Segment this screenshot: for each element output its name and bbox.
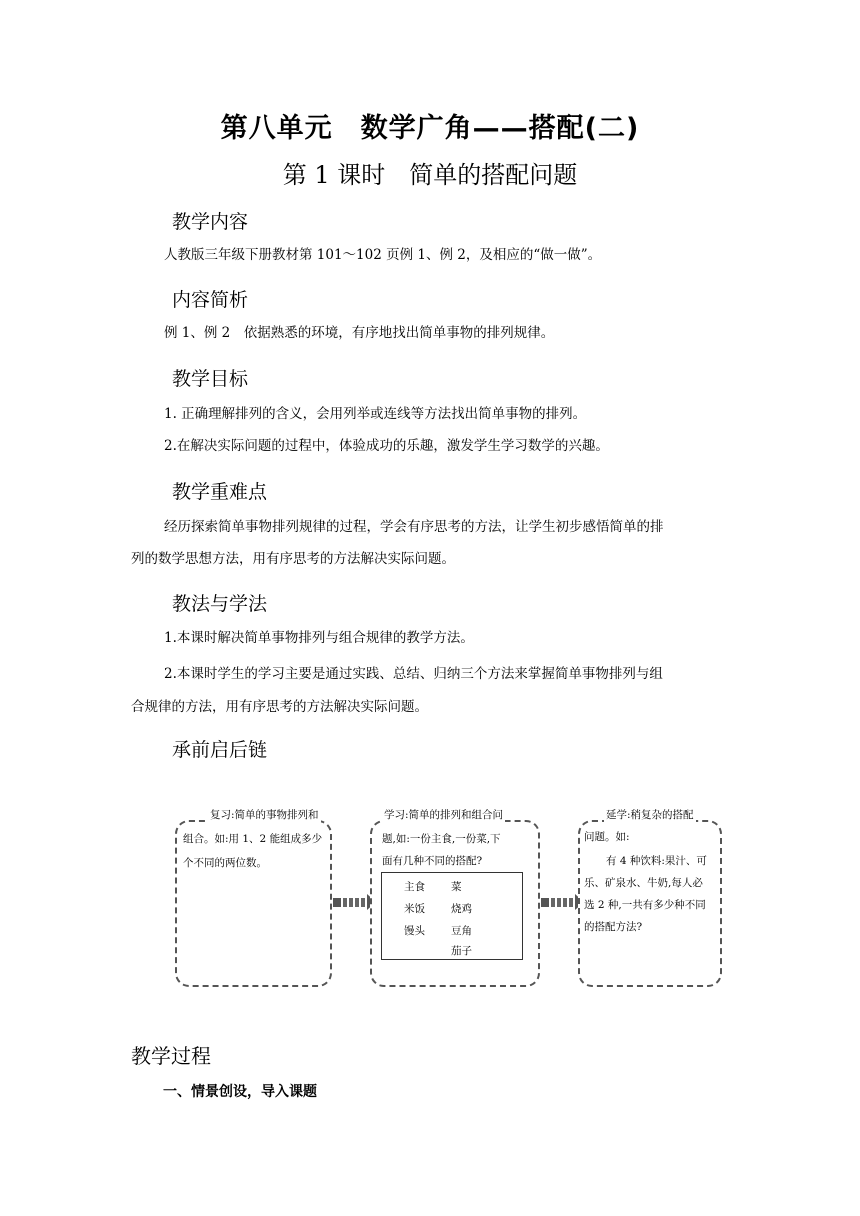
review-line-2: 组合。如:用 1、2 能组成多少 — [183, 833, 323, 845]
learn-line-1: 学习:简单的排列和组合问 — [382, 805, 505, 825]
key-line-1: 经历探索简单事物排列规律的过程，学会有序思考的方法，让学生初步感悟简单的排 — [164, 519, 664, 535]
extend-line-3: 有 4 种饮料:果汁、可 — [606, 855, 707, 867]
table-header-dish: 菜 — [451, 881, 462, 893]
heading-links: 承前启后链 — [172, 739, 268, 761]
heading-process: 教学过程 — [131, 1044, 211, 1068]
content-text: 人教版三年级下册教材第 101～102 页例 1、例 2，及相应的“做一做”。 — [164, 247, 602, 263]
learn-line-3: 面有几种不同的搭配? — [382, 855, 483, 867]
extend-line-5: 选 2 种,一共有多少种不同 — [584, 899, 706, 911]
analysis-text: 例 1、例 2 依据熟悉的环境，有序地找出简单事物的排列规律。 — [164, 325, 555, 341]
extend-line-1: 延学:稍复杂的搭配 — [604, 805, 696, 825]
review-line-3: 个不同的两位数。 — [183, 857, 267, 869]
goal-item-1: 1. 正确理解排列的含义，会用列举或连线等方法找出简单事物的排列。 — [164, 406, 587, 422]
table-header-staple: 主食 — [404, 881, 425, 893]
review-line-1: 复习:简单的事物排列和 — [208, 805, 321, 825]
extend-line-6: 的搭配方法? — [584, 921, 643, 933]
page-subtitle: 第 1 课时 简单的搭配问题 — [282, 161, 578, 189]
method-item-2-line-2: 合规律的方法，用有序思考的方法解决实际问题。 — [131, 699, 428, 715]
method-item-1: 1.本课时解决简单事物排列与组合规律的教学方法。 — [164, 630, 474, 646]
extend-line-2: 问题。如: — [584, 831, 630, 843]
heading-goals: 教学目标 — [172, 368, 249, 390]
extend-line-4: 乐、矿泉水、牛奶,每人必 — [584, 877, 703, 889]
table-cell: 豆角 — [451, 925, 472, 937]
heading-key: 教学重难点 — [172, 481, 268, 503]
table-cell: 烧鸡 — [451, 903, 472, 915]
goal-item-2: 2.在解决实际问题的过程中，体验成功的乐趣，激发学生学习数学的兴趣。 — [164, 438, 609, 454]
table-cell: 馒头 — [404, 925, 425, 937]
heading-methods: 教法与学法 — [172, 593, 268, 615]
page-title: 第八单元 数学广角——搭配(二) — [220, 113, 640, 144]
table-cell: 米饭 — [404, 903, 425, 915]
heading-analysis: 内容简析 — [172, 289, 249, 311]
process-section-1: 一、情景创设，导入课题 — [163, 1084, 317, 1100]
method-item-2-line-1: 2.本课时学生的学习主要是通过实践、总结、归纳三个方法来掌握简单事物排列与组 — [164, 666, 663, 682]
key-line-2: 列的数学思想方法，用有序思考的方法解决实际问题。 — [131, 551, 455, 567]
food-table — [381, 872, 523, 960]
table-cell: 茄子 — [451, 945, 472, 957]
learn-line-2: 题,如:一份主食,一份菜,下 — [382, 833, 501, 845]
heading-content: 教学内容 — [172, 211, 249, 233]
